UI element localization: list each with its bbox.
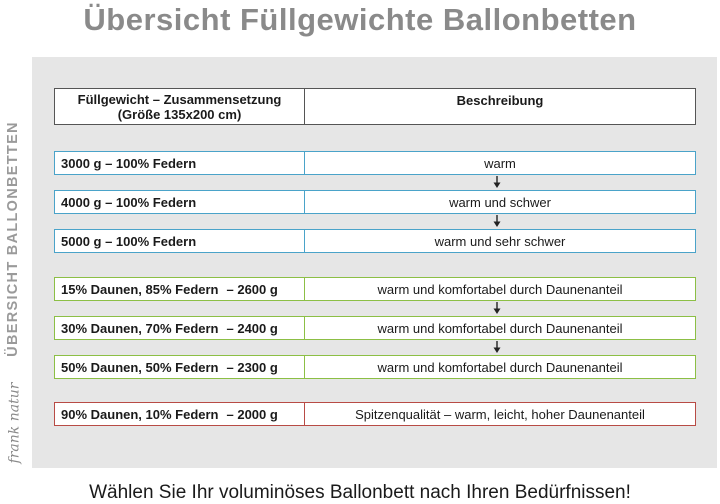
table-row bbox=[54, 316, 696, 340]
row-fill bbox=[55, 278, 305, 300]
table-row bbox=[54, 190, 696, 214]
brand-logo-text: frank natur bbox=[6, 382, 22, 464]
row-fill bbox=[55, 230, 305, 252]
fill-weight: – 2300 g bbox=[226, 359, 278, 375]
side-label-text: ÜBERSICHT BALLONBETTEN bbox=[5, 121, 21, 357]
side-label bbox=[2, 108, 24, 370]
table-row bbox=[54, 355, 696, 379]
header-fill-weight-line2: (Größe 135x200 cm) bbox=[117, 107, 242, 122]
fill-composition: 3000 g – 100% Federn bbox=[61, 155, 197, 171]
fill-composition: 90% Daunen, 10% Federn bbox=[61, 406, 219, 422]
fill-composition: 15% Daunen, 85% Federn bbox=[61, 281, 219, 297]
row-fill bbox=[55, 317, 305, 339]
header-fill-weight bbox=[55, 89, 305, 124]
fill-composition: 50% Daunen, 50% Federn bbox=[61, 359, 219, 375]
arrow-down-icon bbox=[492, 301, 502, 315]
arrow-down-icon bbox=[492, 214, 502, 228]
row-description: warm und komfortabel durch Daunenanteil bbox=[377, 359, 623, 375]
fill-weight: – 2400 g bbox=[226, 320, 278, 336]
fill-composition: 4000 g – 100% Federn bbox=[61, 194, 197, 210]
table-row bbox=[54, 151, 696, 175]
row-description: warm und schwer bbox=[449, 194, 551, 210]
page-title: Übersicht Füllgewichte Ballonbetten bbox=[83, 2, 637, 37]
footer-slogan: Wählen Sie Ihr voluminöses Ballonbett nach Ihren Bedürfnissen! bbox=[89, 482, 631, 503]
row-description: warm und komfortabel durch Daunenanteil bbox=[377, 320, 623, 336]
fill-weight: – 2000 g bbox=[226, 406, 278, 422]
row-fill bbox=[55, 403, 305, 425]
row-fill bbox=[55, 152, 305, 174]
row-description: Spitzenqualität – warm, leicht, hoher Daunenanteil bbox=[355, 406, 645, 422]
header-description: Beschreibung bbox=[456, 93, 544, 108]
arrow-down-icon bbox=[492, 340, 502, 354]
table-row bbox=[54, 229, 696, 253]
table-row bbox=[54, 402, 696, 426]
fill-weight: – 2600 g bbox=[226, 281, 278, 297]
row-fill bbox=[55, 191, 305, 213]
table-header bbox=[54, 88, 696, 125]
row-description: warm und komfortabel durch Daunenanteil bbox=[377, 281, 623, 297]
brand-logo bbox=[2, 380, 26, 466]
row-fill bbox=[55, 356, 305, 378]
header-fill-weight-line1: Füllgewicht – Zusammensetzung bbox=[77, 92, 282, 107]
table-row bbox=[54, 277, 696, 301]
fill-composition: 30% Daunen, 70% Federn bbox=[61, 320, 219, 336]
fill-composition: 5000 g – 100% Federn bbox=[61, 233, 197, 249]
row-description: warm und sehr schwer bbox=[434, 233, 566, 249]
arrow-down-icon bbox=[492, 175, 502, 189]
row-description: warm bbox=[484, 155, 516, 171]
